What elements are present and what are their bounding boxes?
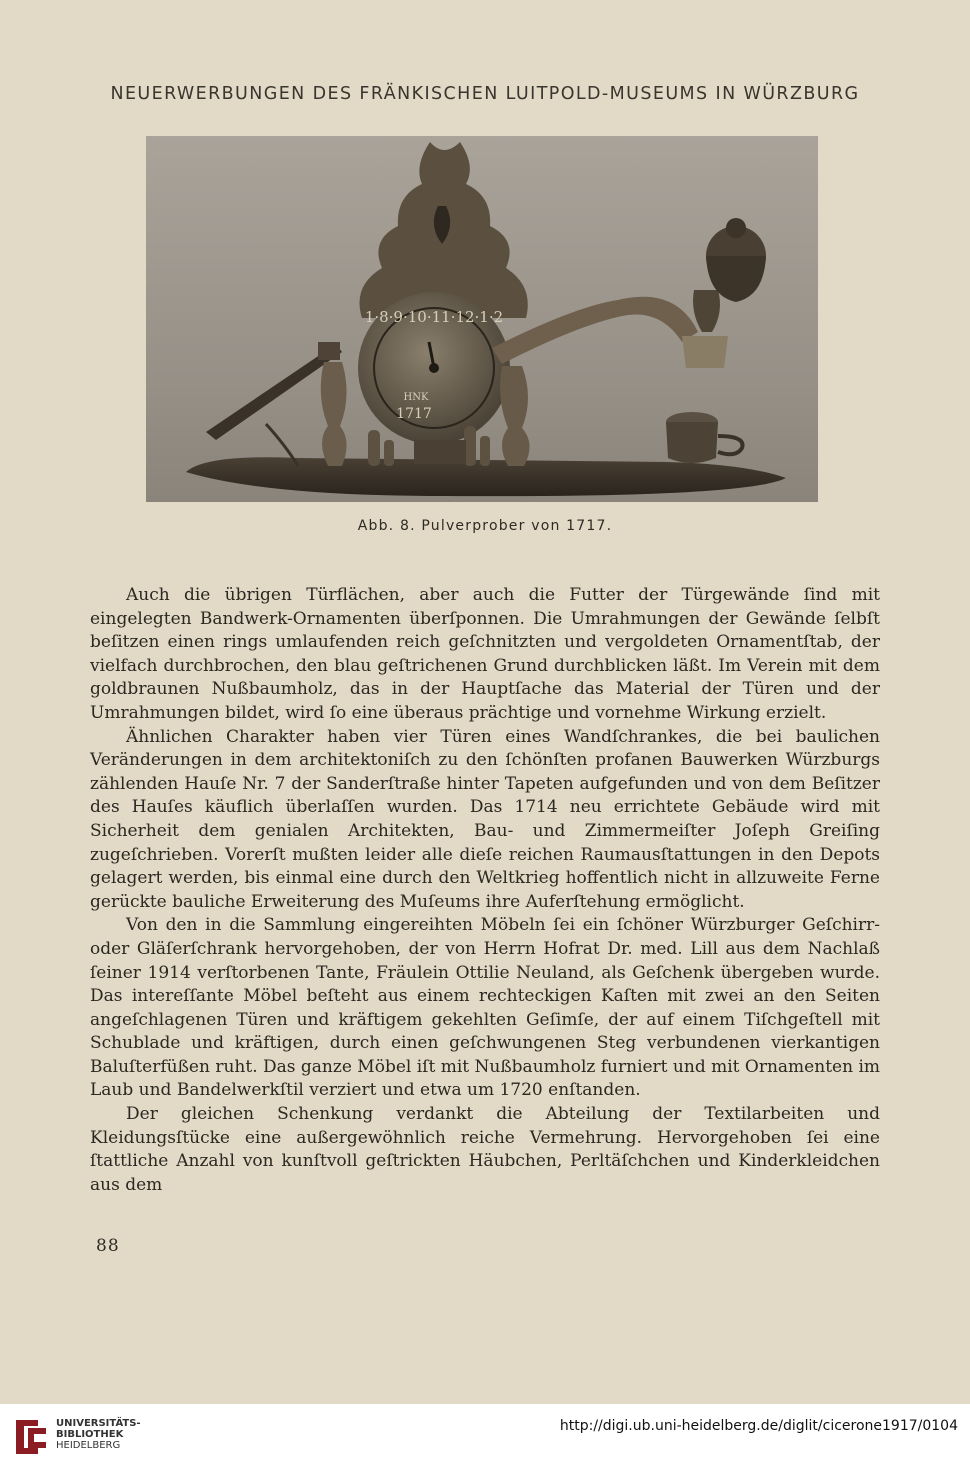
dial-initials: HNK xyxy=(403,392,429,403)
paragraph: Der gleichen Schenkung verdankt die Abteilung der Textilarbeiten und Kleidungsſtücke eine außergewöhnlich reiche Vermehrung. Hervorgehoben ſei eine ſtattliche Anzahl von kunſtvoll geſtrickten Häubchen, Perltäſchchen und Kinderkleidchen aus dem xyxy=(90,1104,880,1195)
powder-tester-illustration xyxy=(146,136,818,502)
article-text xyxy=(90,584,880,1197)
digitization-footer xyxy=(0,1404,970,1471)
paragraph: Ähnlichen Charakter haben vier Türen eines Wandſchrankes, die bei baulichen Veränderungen in dem architektoniſch zu den ſchönſten profanen Bauwerken Würzburgs zählenden Hauſe Nr. 7 der Sanderſtraße hinter Tapeten aufgefunden und von dem Beſitzer des Hauſes käuflich überlaſſen wurden. Das 1714 neu errichtete Gebäude wird mit Sicherheit dem genialen Architekten, Bau- und Zimmermeiſter Joſeph Greiſing zugeſchrieben. Vorerſt mußten leider alle dieſe reichen Raumausſtattungen in den Depots gelagert werden, bis einmal eine durch den Weltkrieg hoffentlich nicht in allzuweite Ferne gerückte bauliche Erweiterung des Muſeums ihre Auferſtehung ermöglicht. xyxy=(90,726,880,912)
dial-year: 1717 xyxy=(396,406,432,422)
library-line: UNIVERSITÄTS- xyxy=(56,1418,141,1429)
paragraph: Auch die übrigen Türflächen, aber auch die Futter der Türgewände ſind mit eingelegten Bandwerk-Ornamenten überſponnen. Die Umrahmungen der Gewände ſelbſt beſitzen einen rings umlaufenden reich geſchnitzten und vergoldeten Ornamentſtab, der vielfach durchbrochen, den blau geſtrichenen Grund durchblicken läßt. Im Verein mit dem goldbraunen Nußbaumholz, das in der Hauptſache das Material der Türen und der Umrahmungen bildet, wird ſo eine überaus prächtige und vornehme Wirkung erzielt. xyxy=(90,585,880,723)
paragraph: Von den in die Sammlung eingereihten Möbeln ſei ein ſchöner Würzburger Geſchirr- oder Gläſerſchrank hervorgehoben, der von Herrn Hofrat Dr. med. Lill aus dem Nachlaß ſeiner 1914 verſtorbenen Tante, Fräulein Ottilie Neuland, als Geſchenk übergeben wurde. Das intereſſante Möbel beſteht aus einem rechteckigen Kaſten mit zwei an den Seiten angeſchlagenen Türen und kräftigem gekehlten Geſimſe, der auf einem Tiſchgeſtell mit Schublade und kräftigen, durch einen geſchwungenen Steg verbundenen vierkantigen Baluſterfüßen ruht. Das ganze Möbel iſt mit Nußbaumholz furniert und mit Ornamenten im Laub und Bandelwerkſtil verziert und etwa um 1720 enſtanden. xyxy=(90,915,880,1101)
figure-photograph xyxy=(146,136,818,502)
library-line: BIBLIOTHEK xyxy=(56,1429,124,1440)
figure-caption: Abb. 8. Pulverprober von 1717. xyxy=(357,518,613,534)
page-number: 88 xyxy=(96,1236,120,1256)
source-url-link[interactable]: http://digi.ub.uni-heidelberg.de/diglit/cicerone1917/0104 xyxy=(559,1418,958,1434)
dial-numerals: 1·8·9·10·11·12·1·2 xyxy=(364,308,504,326)
library-logo-icon xyxy=(12,1414,50,1456)
running-title: NEUERWERBUNGEN DES FRÄNKISCHEN LUITPOLD-MUSEUMS IN WÜRZBURG xyxy=(110,84,860,104)
library-name xyxy=(56,1418,141,1451)
library-line: HEIDELBERG xyxy=(56,1440,121,1451)
